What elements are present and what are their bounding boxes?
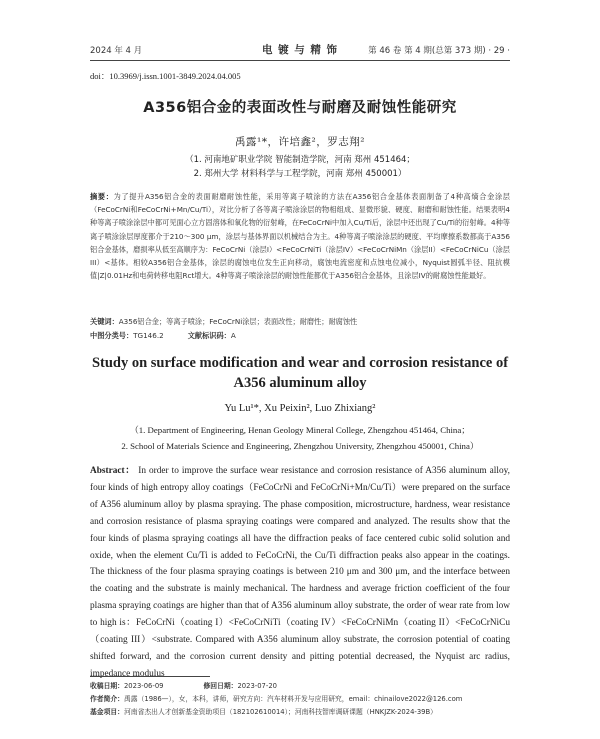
- funding-row: [90, 706, 510, 719]
- chinese-abstract-text: 为了提升A356铝合金的表面耐磨耐蚀性能，采用等离子喷涂的方法在A356铝合金基体表面制备了4种高熵合金涂层（FeCoCrNi和FeCoCrNi+Mn/Cu/Ti），对比分析了各等离子喷涂涂层的物相组成、显微形貌、硬度、耐磨和耐蚀性能。结果表明4种等离子喷涂涂层中都可见面心立方固溶体和氧化物的衍射峰，在FeCoCrNi中加入Cu/Ti后，涂层中还出现了Cu/Ti的衍射峰。4种等离子喷涂涂层厚度都介于210～300 μm，涂层与基体界面以机械结合为主。4种等离子喷涂涂层的硬度、平均摩擦系数都高于A356铝合金基体，磨损率从低至高顺序为：FeCoCrNi（涂层I）<FeCoCrNiTi（涂层IV）<FeCoCrNiMn（涂层II）<FeCoCrNiCu（涂层III）<基体。相较A356铝合金基体，涂层的腐蚀电位发生正向移动，腐蚀电流密度和点蚀电位减小，Nyquist圆弧半径、阻抗模值|Z|0.01Hz和电荷转移电阻Rct增大。4种等离子喷涂涂层的耐蚀性能都优于A356铝合金基体，且涂层IV的耐腐蚀性能最好。: [90, 192, 510, 281]
- english-authors: Yu Lu¹*, Xu Peixin², Luo Zhixiang²: [224, 403, 376, 414]
- english-affiliations: [90, 422, 510, 454]
- chinese-keywords: [90, 317, 510, 327]
- volume-page: 第 46 卷 第 4 期(总第 373 期) · 29 ·: [368, 46, 510, 56]
- english-abstract-text: In order to improve the surface wear resistance and corrosion resistance of A356 aluminum alloy, four kinds of high entropy alloy coatings（FeCoCrNi and FeCoCrNi+Mn/Cu/Ti）were prepared on the surface of A356 aluminum alloy by plasma spraying. The phase composition, microstructure, hardness, wear resistance and corrosion resistance of plasma spraying coatings were compared and analyzed. The results show that the four kinds of plasma spraying coatings all have the diffraction peaks of face centered cubic solid solution and oxide, when the element Cu/Ti is added to FeCoCrNi, the Cu/Ti diffraction peaks also appear in the coatings. The thickness of the four plasma spraying coatings is between 210 μm and 300 μm, and the interface between the coating and the substrate is mainly mechanical. The hardness and average friction coefficient of the four plasma spraying coatings are higher than that of A356 aluminum alloy substrate, the order of wear rate from low to high is：FeCoCrNi（coating I）<FeCoCrNiTi（coating IV）<FeCoCrNiMn（coating II）<FeCoCrNiCu（coating III）<substrate. Compared with A356 aluminum alloy substrate, the corrosion potential of coating shifted forward, and the corrosion current density and pitting potential decreased, the Nyquist arc radius, impedance modulus: [90, 466, 510, 679]
- header-rule: [90, 60, 510, 61]
- document-code-label: 文献标识码：: [187, 331, 231, 340]
- chinese-affiliation-2: 2. 郑州大学 材料科学与工程学院，河南 郑州 450001）: [193, 168, 407, 179]
- chinese-abstract-label: 摘要：: [90, 192, 114, 201]
- chinese-keywords-text: A356铝合金；等离子喷涂；FeCoCrNi涂层；表面改性；耐磨性；耐腐蚀性: [118, 317, 358, 326]
- chinese-title: A356铝合金的表面改性与耐磨及耐蚀性能研究: [143, 100, 457, 116]
- chinese-affiliations: [90, 154, 510, 181]
- class-number: TG146.2: [133, 331, 164, 340]
- english-title-line-1: Study on surface modification and wear and corrosion resistance of: [91, 355, 509, 371]
- english-abstract-label: Abstract：: [90, 466, 136, 476]
- issue-date: 2024 年 4 月: [90, 46, 143, 56]
- doi[interactable]: doi：10.3969/j.issn.1001-3849.2024.04.005: [90, 71, 241, 81]
- classification: [90, 331, 510, 341]
- chinese-affiliation-1: （1. 河南地矿职业学院 智能制造学院，河南 郑州 451464；: [185, 155, 415, 165]
- class-number-label: 中图分类号：: [90, 331, 134, 340]
- journal-name: 电 镀 与 精 饰: [261, 44, 339, 56]
- author-bio-label: 作者简介：: [90, 695, 124, 703]
- english-affiliation-2: 2. School of Materials Science and Engineering, Zhengzhou University, Zhengzhou 450001, China）: [121, 441, 479, 451]
- english-title-line-2: A356 aluminum alloy: [233, 375, 367, 391]
- document-code: A: [230, 331, 236, 340]
- author-bio: 禹露（1986—），女，本科，讲师，研究方向：汽车材料开发与应用研究，email：chinailove2022@126.com: [123, 695, 463, 703]
- author-bio-row: [90, 693, 510, 706]
- footnotes: [90, 680, 510, 719]
- funding: 河南省杰出人才创新基金资助项目（182102610014）；河南科技智库调研课题（HNKJZK-2024-39B）: [123, 708, 437, 716]
- chinese-keywords-label: 关键词：: [90, 317, 119, 326]
- footnote-rule: [90, 676, 210, 677]
- english-title: [90, 353, 510, 393]
- received-label: 收稿日期：: [90, 682, 124, 690]
- english-affiliation-1: （1. Department of Engineering, Henan Geology Mineral College, Zhengzhou 451464, China；: [129, 425, 471, 435]
- chinese-abstract: [90, 190, 510, 282]
- received-date: 2023-06-09: [123, 682, 164, 690]
- running-header: [90, 42, 510, 58]
- dates-row: [90, 680, 510, 693]
- english-abstract: [90, 463, 510, 683]
- chinese-authors: 禹露¹*，许培鑫²，罗志翔²: [235, 136, 365, 148]
- funding-label: 基金项目：: [90, 708, 124, 716]
- revised-date: 2023-07-20: [237, 682, 277, 690]
- revised-label: 修回日期：: [203, 682, 238, 690]
